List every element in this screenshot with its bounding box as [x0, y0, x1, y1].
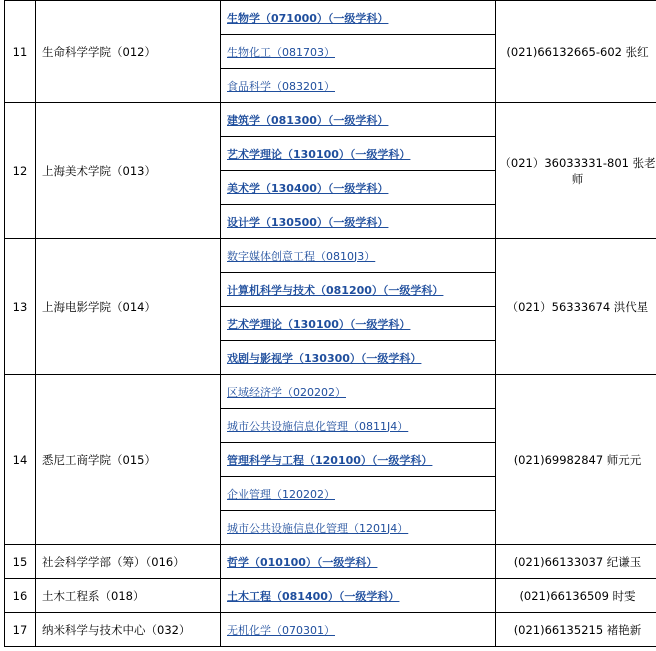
row-number: 16 — [5, 579, 36, 613]
major-cell — [221, 69, 496, 103]
major-link[interactable]: 城市公共设施信息化管理（1201J4） — [227, 521, 409, 535]
table-row — [5, 613, 656, 647]
table-row — [5, 545, 656, 579]
major-cell — [221, 273, 496, 307]
major-link[interactable]: 戏剧与影视学（130300）（一级学科） — [227, 351, 422, 365]
contact-info: （021）56333674 洪代星 — [496, 239, 656, 375]
major-cell — [221, 1, 496, 35]
major-cell — [221, 341, 496, 375]
table-body — [5, 1, 656, 647]
major-cell — [221, 103, 496, 137]
major-link[interactable]: 区域经济学（020202） — [227, 385, 346, 399]
row-number: 11 — [5, 1, 36, 103]
major-link[interactable]: 计算机科学与技术（081200）（一级学科） — [227, 283, 444, 297]
college-name: 上海美术学院（013） — [36, 103, 221, 239]
major-link[interactable]: 生物化工（081703） — [227, 45, 335, 59]
major-cell — [221, 511, 496, 545]
major-cell — [221, 579, 496, 613]
row-number: 13 — [5, 239, 36, 375]
college-name: 纳米科学与技术中心（032） — [36, 613, 221, 647]
contact-info: (021)66132665-602 张红 — [496, 1, 656, 103]
college-name: 社会科学学部（筹）（016） — [36, 545, 221, 579]
major-cell — [221, 409, 496, 443]
major-link[interactable]: 美术学（130400）（一级学科） — [227, 181, 389, 195]
major-link[interactable]: 建筑学（081300）（一级学科） — [227, 113, 389, 127]
major-cell — [221, 35, 496, 69]
major-cell — [221, 477, 496, 511]
major-link[interactable]: 生物学（071000）（一级学科） — [227, 11, 389, 25]
college-name: 生命科学学院（012） — [36, 1, 221, 103]
college-name: 上海电影学院（014） — [36, 239, 221, 375]
contact-info: （021）36033331-801 张老师 — [496, 103, 656, 239]
major-cell — [221, 545, 496, 579]
table-row — [5, 1, 656, 35]
table-row — [5, 239, 656, 273]
major-link[interactable]: 企业管理（120202） — [227, 487, 335, 501]
major-cell — [221, 613, 496, 647]
major-link[interactable]: 城市公共设施信息化管理（0811J4） — [227, 419, 409, 433]
major-link[interactable]: 土木工程（081400）（一级学科） — [227, 589, 400, 603]
contact-info: (021)69982847 师元元 — [496, 375, 656, 545]
college-majors-table — [4, 0, 656, 647]
row-number: 15 — [5, 545, 36, 579]
table-row — [5, 375, 656, 409]
major-link[interactable]: 艺术学理论（130100）（一级学科） — [227, 147, 411, 161]
college-name: 悉尼工商学院（015） — [36, 375, 221, 545]
row-number: 17 — [5, 613, 36, 647]
row-number: 14 — [5, 375, 36, 545]
row-number: 12 — [5, 103, 36, 239]
major-link[interactable]: 艺术学理论（130100）（一级学科） — [227, 317, 411, 331]
major-link[interactable]: 管理科学与工程（120100）（一级学科） — [227, 453, 433, 467]
major-cell — [221, 307, 496, 341]
major-link[interactable]: 无机化学（070301） — [227, 623, 335, 637]
major-cell — [221, 443, 496, 477]
contact-info: (021)66135215 褚艳新 — [496, 613, 656, 647]
contact-info: (021)66136509 时雯 — [496, 579, 656, 613]
college-name: 土木工程系（018） — [36, 579, 221, 613]
table-row — [5, 103, 656, 137]
major-link[interactable]: 设计学（130500）（一级学科） — [227, 215, 389, 229]
major-link[interactable]: 食品科学（083201） — [227, 79, 335, 93]
major-cell — [221, 205, 496, 239]
major-link[interactable]: 哲学（010100）（一级学科） — [227, 555, 378, 569]
major-cell — [221, 171, 496, 205]
major-cell — [221, 239, 496, 273]
contact-info: (021)66133037 纪谦玉 — [496, 545, 656, 579]
table-row — [5, 579, 656, 613]
major-cell — [221, 375, 496, 409]
major-cell — [221, 137, 496, 171]
major-link[interactable]: 数字媒体创意工程（0810J3） — [227, 249, 376, 263]
